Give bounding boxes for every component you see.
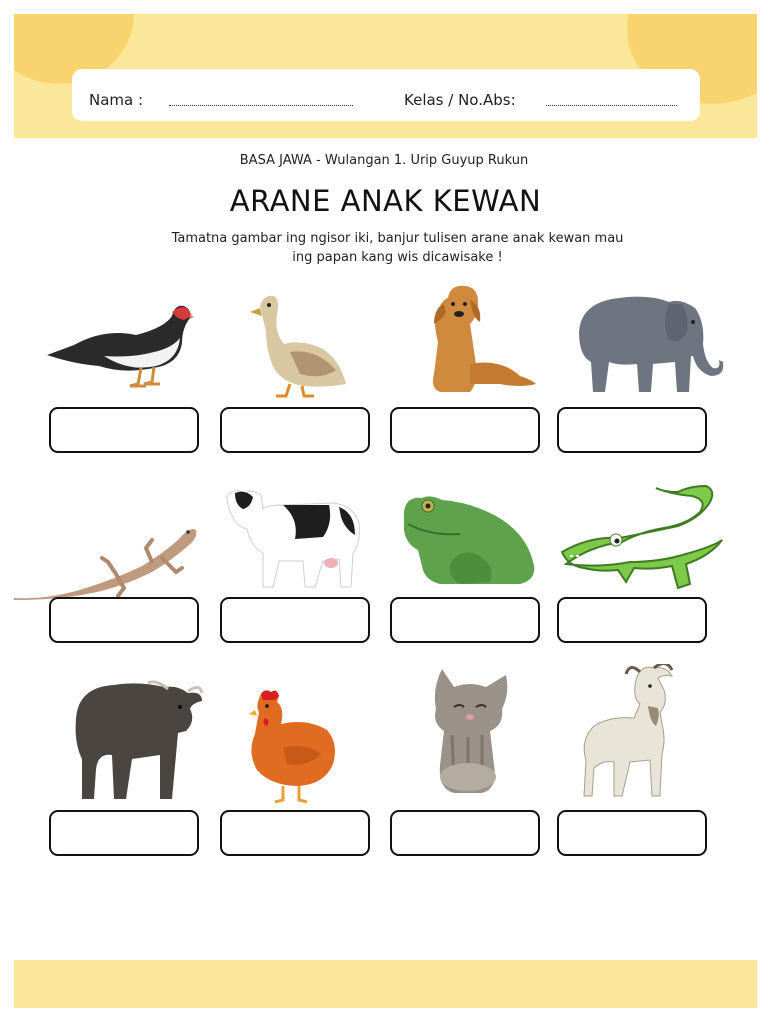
name-field[interactable] bbox=[169, 105, 353, 106]
cow-icon bbox=[223, 483, 363, 593]
answer-box[interactable] bbox=[390, 597, 540, 643]
class-label: Kelas / No.Abs: bbox=[404, 91, 516, 109]
name-label: Nama : bbox=[89, 91, 144, 109]
answer-box[interactable] bbox=[557, 407, 707, 453]
answer-box[interactable] bbox=[557, 597, 707, 643]
answer-box[interactable] bbox=[557, 810, 707, 856]
muscovy-duck-icon bbox=[44, 298, 194, 390]
answer-box[interactable] bbox=[390, 810, 540, 856]
answer-box[interactable] bbox=[220, 407, 370, 453]
subject-line: BASA JAWA - Wulangan 1. Urip Guyup Rukun bbox=[239, 153, 529, 168]
page-title: ARANE ANAK KEWAN bbox=[229, 184, 542, 218]
goat-icon bbox=[580, 664, 680, 800]
answer-box[interactable] bbox=[390, 407, 540, 453]
frog-icon bbox=[400, 494, 538, 588]
crocodile-icon bbox=[560, 484, 724, 594]
answer-box[interactable] bbox=[220, 810, 370, 856]
instruction-line: Tamatna gambar ing ngisor iki, banjur tulisen arane anak kewan mau bbox=[171, 231, 624, 246]
kitten-icon bbox=[424, 665, 516, 797]
answer-box[interactable] bbox=[49, 597, 199, 643]
gecko-icon bbox=[12, 518, 198, 604]
dog-icon bbox=[420, 284, 538, 396]
student-info-card bbox=[72, 69, 700, 121]
buffalo-icon bbox=[68, 679, 206, 803]
chicken-icon bbox=[247, 688, 339, 804]
class-number-field[interactable] bbox=[546, 105, 677, 106]
duck-icon bbox=[244, 292, 348, 398]
footer-band bbox=[14, 960, 757, 1008]
instruction-text bbox=[0, 229, 768, 267]
answer-box[interactable] bbox=[220, 597, 370, 643]
instruction-line: ing papan kang wis dicawisake ! bbox=[292, 250, 503, 265]
answer-box[interactable] bbox=[49, 407, 199, 453]
answer-box[interactable] bbox=[49, 810, 199, 856]
elephant-icon bbox=[569, 292, 727, 398]
